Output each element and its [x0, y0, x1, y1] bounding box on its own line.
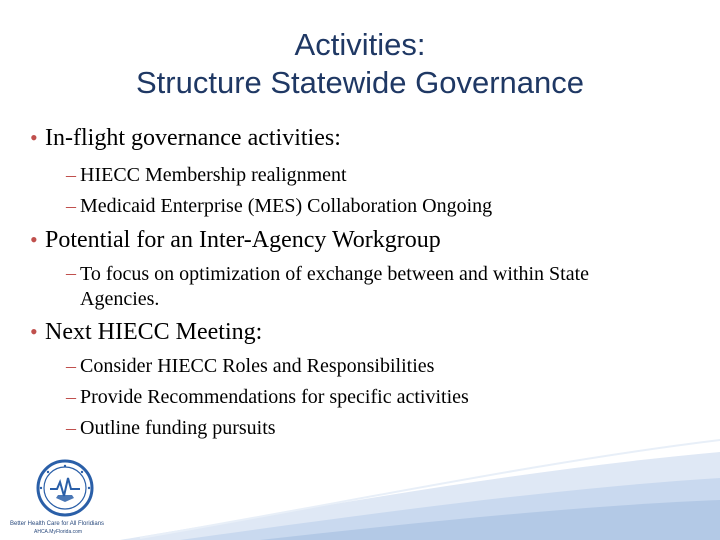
dash-icon: –: [66, 417, 76, 439]
sub-bullet-text: Outline funding pursuits: [80, 417, 276, 439]
dash-icon: –: [66, 164, 76, 186]
sub-bullet-item: [66, 355, 435, 377]
dash-icon: –: [66, 386, 76, 408]
bullet-text: Potential for an Inter-Agency Workgroup: [45, 227, 441, 253]
sub-bullet-text: Provide Recommendations for specific activities: [80, 386, 469, 408]
dash-icon: –: [66, 262, 76, 284]
logo-caption: Better Health Care for All Floridians: [10, 521, 105, 527]
logo-subcaption: AHCA.MyFlorida.com: [34, 529, 83, 535]
sub-bullet-text: To focus on optimization of exchange between and within State Agencies.: [80, 263, 590, 310]
sub-bullet-item: [66, 417, 276, 439]
sub-bullet-text: HIECC Membership realignment: [80, 164, 347, 186]
title-line-1: Activities:: [294, 27, 426, 62]
bullet-icon: •: [30, 125, 38, 150]
sub-bullet-item: [66, 262, 650, 312]
sub-bullet-text: Medicaid Enterprise (MES) Collaboration Ongoing: [80, 195, 493, 217]
bullet-text: Next HIECC Meeting:: [45, 319, 263, 345]
bullet-text: In-flight governance activities:: [45, 125, 341, 151]
sub-bullet-item: [66, 164, 347, 186]
sub-bullet-item: [66, 386, 469, 408]
sub-bullet-item: [66, 195, 493, 217]
dash-icon: –: [66, 355, 76, 377]
sub-bullet-text: Consider HIECC Roles and Responsibilities: [80, 355, 435, 377]
dash-icon: –: [66, 195, 76, 217]
bullet-item: [30, 318, 263, 346]
bullet-icon: •: [30, 319, 38, 344]
title-line-2: Structure Statewide Governance: [135, 65, 585, 100]
bullet-item: [30, 226, 441, 254]
bullet-item: [30, 124, 341, 152]
bullet-icon: •: [30, 227, 38, 252]
